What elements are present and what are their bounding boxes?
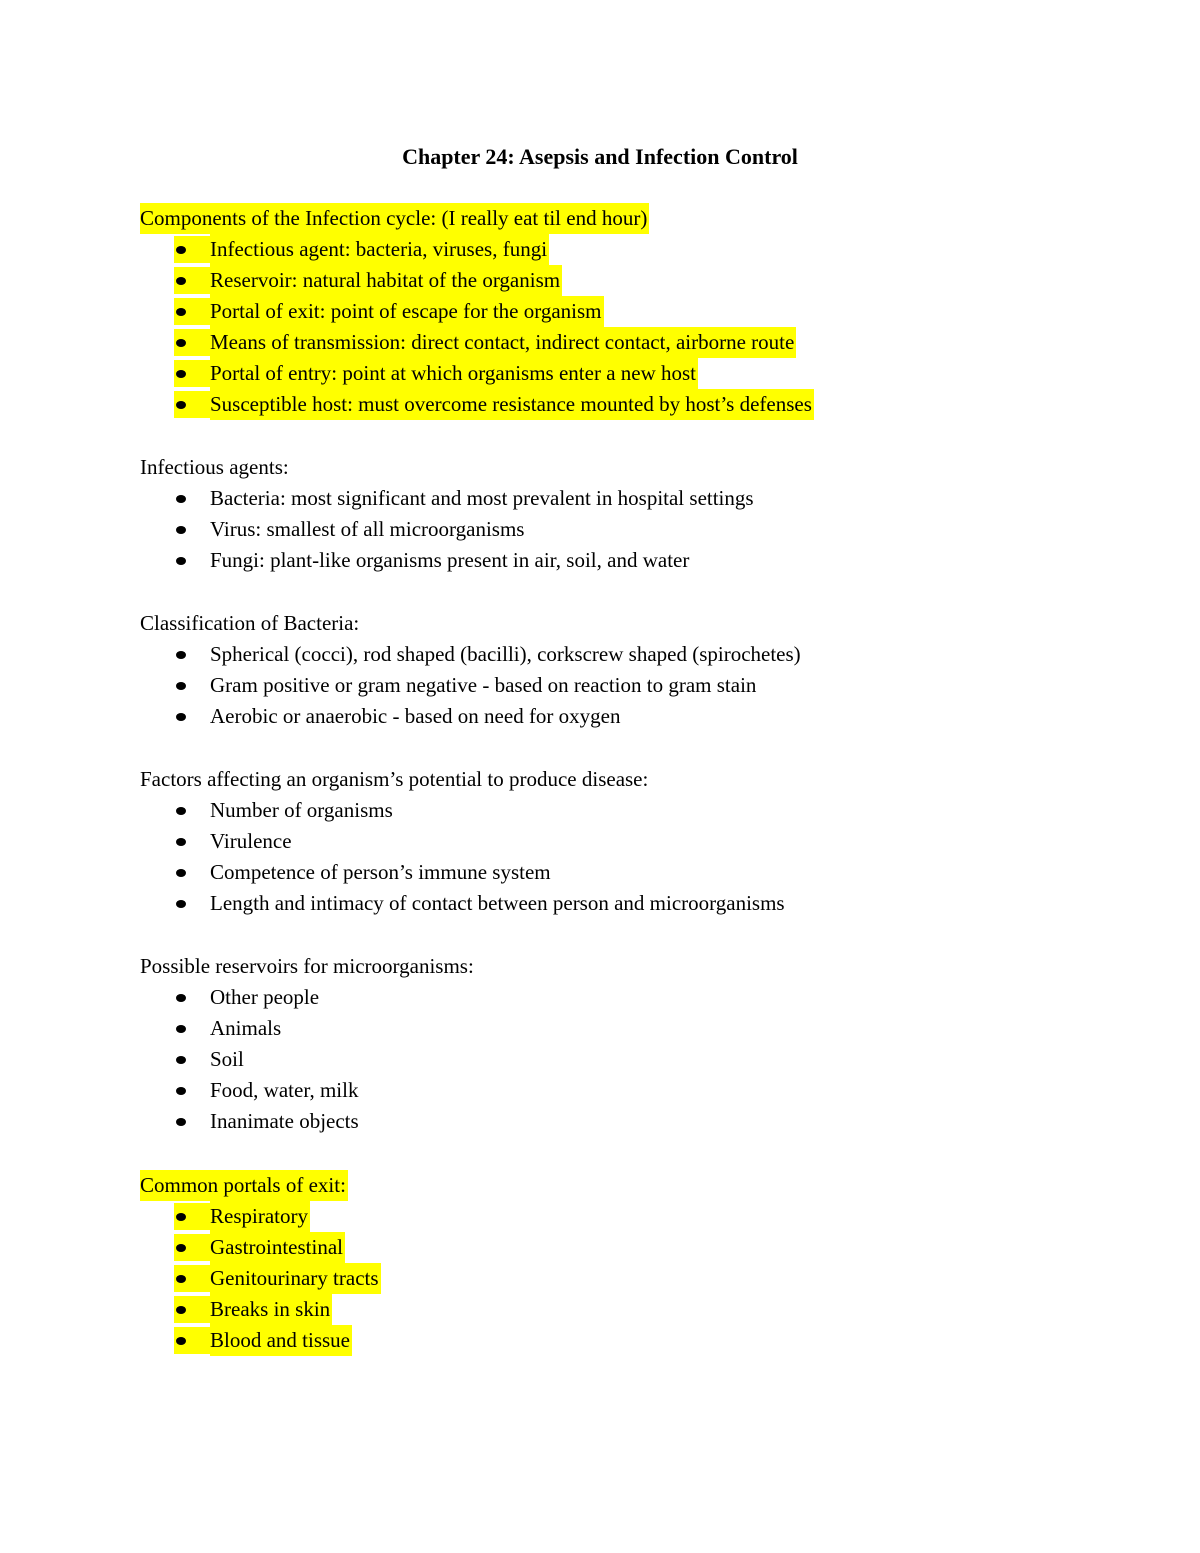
- list-item: Reservoir: natural habitat of the organism: [140, 265, 1040, 296]
- bullet-icon: [176, 557, 186, 565]
- section-reservoirs: [140, 951, 1040, 1137]
- list-item: Breaks in skin: [140, 1294, 1040, 1325]
- list-item: Susceptible host: must overcome resistance mounted by host’s defenses: [140, 389, 1040, 420]
- bullet-list: [140, 795, 1040, 919]
- list-item: Fungi: plant-like organisms present in air, soil, and water: [140, 545, 1040, 576]
- section-disease-factors: [140, 764, 1040, 919]
- section-portals-of-exit: [140, 1170, 1040, 1356]
- bullet-icon: [176, 869, 186, 877]
- bullet-icon: [176, 713, 186, 721]
- list-item: Infectious agent: bacteria, viruses, fungi: [140, 234, 1040, 265]
- list-item: Gram positive or gram negative - based on reaction to gram stain: [140, 670, 1040, 701]
- list-item: Soil: [140, 1044, 1040, 1075]
- bullet-icon: [176, 838, 186, 846]
- list-item: Genitourinary tracts: [140, 1263, 1040, 1294]
- bullet-icon: [176, 401, 186, 409]
- bullet-icon: [176, 277, 186, 285]
- bullet-icon: [176, 682, 186, 690]
- list-item: Other people: [140, 982, 1040, 1013]
- bullet-icon: [176, 1213, 186, 1221]
- bullet-icon: [176, 1337, 186, 1345]
- list-item: Blood and tissue: [140, 1325, 1040, 1356]
- bullet-list: [140, 1201, 1040, 1356]
- bullet-icon: [176, 246, 186, 254]
- bullet-icon: [176, 900, 186, 908]
- page-title: Chapter 24: Asepsis and Infection Control: [402, 144, 798, 169]
- list-item: Respiratory: [140, 1201, 1040, 1232]
- list-item: Animals: [140, 1013, 1040, 1044]
- list-item: Aerobic or anaerobic - based on need for oxygen: [140, 701, 1040, 732]
- list-item: Length and intimacy of contact between person and microorganisms: [140, 888, 1040, 919]
- bullet-icon: [176, 994, 186, 1002]
- list-item: Means of transmission: direct contact, indirect contact, airborne route: [140, 327, 1040, 358]
- section-heading: Classification of Bacteria:: [140, 611, 360, 635]
- list-item: Food, water, milk: [140, 1075, 1040, 1106]
- list-item: Inanimate objects: [140, 1106, 1040, 1137]
- section-infection-cycle: [140, 203, 1040, 420]
- section-heading: Components of the Infection cycle: (I really eat til end hour): [140, 203, 1040, 234]
- list-item: Number of organisms: [140, 795, 1040, 826]
- bullet-icon: [176, 526, 186, 534]
- section-heading: Possible reservoirs for microorganisms:: [140, 954, 474, 978]
- bullet-icon: [176, 807, 186, 815]
- list-item: Spherical (cocci), rod shaped (bacilli), corkscrew shaped (spirochetes): [140, 639, 1040, 670]
- section-classification-of-bacteria: [140, 608, 1040, 732]
- bullet-icon: [176, 1087, 186, 1095]
- list-item: Competence of person’s immune system: [140, 857, 1040, 888]
- section-heading: Factors affecting an organism’s potential to produce disease:: [140, 767, 649, 791]
- list-item: Virulence: [140, 826, 1040, 857]
- bullet-icon: [176, 1118, 186, 1126]
- list-item: Gastrointestinal: [140, 1232, 1040, 1263]
- bullet-icon: [176, 495, 186, 503]
- bullet-icon: [176, 308, 186, 316]
- bullet-list: [140, 982, 1040, 1137]
- bullet-icon: [176, 1306, 186, 1314]
- bullet-icon: [176, 1025, 186, 1033]
- bullet-icon: [176, 1056, 186, 1064]
- bullet-icon: [176, 1244, 186, 1252]
- bullet-list: [140, 639, 1040, 732]
- list-item: Portal of exit: point of escape for the organism: [140, 296, 1040, 327]
- section-heading: Common portals of exit:: [140, 1170, 1040, 1201]
- list-item: Virus: smallest of all microorganisms: [140, 514, 1040, 545]
- section-heading: Infectious agents:: [140, 455, 289, 479]
- bullet-icon: [176, 1275, 186, 1283]
- bullet-icon: [176, 370, 186, 378]
- bullet-icon: [176, 339, 186, 347]
- bullet-list: [140, 234, 1040, 420]
- bullet-list: [140, 483, 1040, 576]
- list-item: Bacteria: most significant and most prevalent in hospital settings: [140, 483, 1040, 514]
- bullet-icon: [176, 651, 186, 659]
- section-infectious-agents: [140, 452, 1040, 576]
- list-item: Portal of entry: point at which organisms enter a new host: [140, 358, 1040, 389]
